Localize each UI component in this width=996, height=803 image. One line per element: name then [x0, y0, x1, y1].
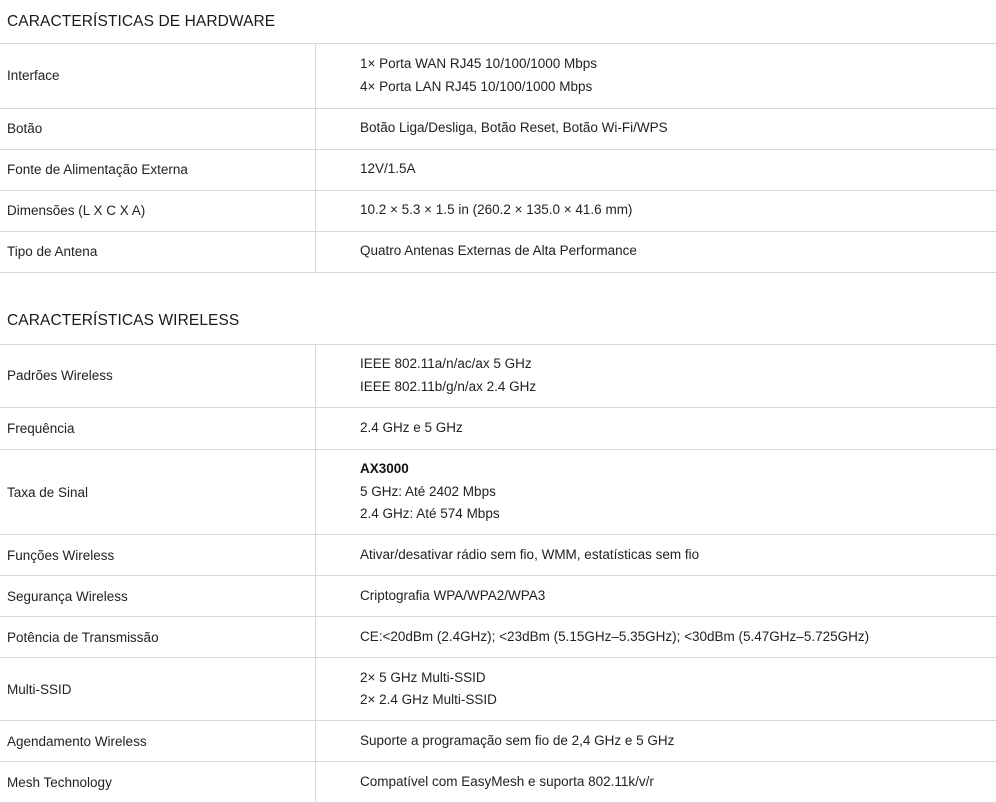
table-row [0, 658, 996, 721]
table-row [0, 108, 996, 149]
spec-label: Multi-SSID [0, 658, 316, 721]
spec-value-heading: AX3000 [360, 458, 996, 481]
spec-value-line: 4× Porta LAN RJ45 10/100/1000 Mbps [360, 76, 996, 99]
spec-label: Tipo de Antena [0, 231, 316, 272]
spec-label: Dimensões (L X C X A) [0, 190, 316, 231]
spec-value [316, 408, 996, 450]
section-title-wireless [0, 299, 996, 345]
table-row [0, 535, 996, 576]
spec-label: Segurança Wireless [0, 576, 316, 617]
spec-value-line: 5 GHz: Até 2402 Mbps [360, 481, 996, 504]
spec-value-line: Ativar/desativar rádio sem fio, WMM, estatísticas sem fio [360, 544, 996, 567]
spec-value-line: 2× 2.4 GHz Multi-SSID [360, 689, 996, 712]
table-row [0, 44, 996, 108]
spec-label: Funções Wireless [0, 535, 316, 576]
spec-value [316, 721, 996, 762]
spec-label: Padrões Wireless [0, 345, 316, 408]
spec-table-hardware [0, 44, 996, 273]
spec-label: Potência de Transmissão [0, 617, 316, 658]
spec-label: Frequência [0, 408, 316, 450]
table-row [0, 231, 996, 272]
spec-table-wireless [0, 345, 996, 803]
spec-value [316, 231, 996, 272]
spec-value [316, 190, 996, 231]
table-row [0, 450, 996, 535]
spec-value-line: 1× Porta WAN RJ45 10/100/1000 Mbps [360, 53, 996, 76]
section-title-text: CARACTERÍSTICAS DE HARDWARE [7, 13, 275, 31]
spec-value-line: 2.4 GHz e 5 GHz [360, 417, 996, 440]
spec-label: Fonte de Alimentação Externa [0, 149, 316, 190]
spec-label: Agendamento Wireless [0, 721, 316, 762]
spec-value-line: CE:<20dBm (2.4GHz); <23dBm (5.15GHz–5.35GHz); <30dBm (5.47GHz–5.725GHz) [360, 626, 996, 649]
spec-value [316, 345, 996, 408]
table-row [0, 149, 996, 190]
spec-label: Taxa de Sinal [0, 450, 316, 535]
spec-value [316, 149, 996, 190]
spec-value-line: Botão Liga/Desliga, Botão Reset, Botão Wi-Fi/WPS [360, 117, 996, 140]
section-title-hardware [0, 0, 996, 44]
table-row [0, 576, 996, 617]
spec-value [316, 450, 996, 535]
spec-value [316, 576, 996, 617]
spec-value [316, 617, 996, 658]
table-row [0, 762, 996, 803]
table-row [0, 190, 996, 231]
spec-label: Interface [0, 44, 316, 108]
spec-label: Botão [0, 108, 316, 149]
spec-value-line: Compatível com EasyMesh e suporta 802.11k/v/r [360, 771, 996, 794]
table-row [0, 345, 996, 408]
spec-value-line: 2× 5 GHz Multi-SSID [360, 667, 996, 690]
spec-label: Mesh Technology [0, 762, 316, 803]
section-title-text: CARACTERÍSTICAS WIRELESS [7, 312, 239, 330]
table-row [0, 408, 996, 450]
spec-value [316, 535, 996, 576]
spec-value-line: 2.4 GHz: Até 574 Mbps [360, 503, 996, 526]
spec-value [316, 108, 996, 149]
spec-value [316, 658, 996, 721]
spec-value-line: Suporte a programação sem fio de 2,4 GHz e 5 GHz [360, 730, 996, 753]
table-row [0, 721, 996, 762]
spec-value-line: Quatro Antenas Externas de Alta Performance [360, 240, 996, 263]
spec-value-line: Criptografia WPA/WPA2/WPA3 [360, 585, 996, 608]
spec-value-line: IEEE 802.11b/g/n/ax 2.4 GHz [360, 376, 996, 399]
section-spacer [0, 273, 996, 299]
spec-value [316, 44, 996, 108]
spec-value-line: 12V/1.5A [360, 158, 996, 181]
spec-value-line: IEEE 802.11a/n/ac/ax 5 GHz [360, 353, 996, 376]
spec-value-line: 10.2 × 5.3 × 1.5 in (260.2 × 135.0 × 41.6 mm) [360, 199, 996, 222]
table-row [0, 617, 996, 658]
spec-value [316, 762, 996, 803]
